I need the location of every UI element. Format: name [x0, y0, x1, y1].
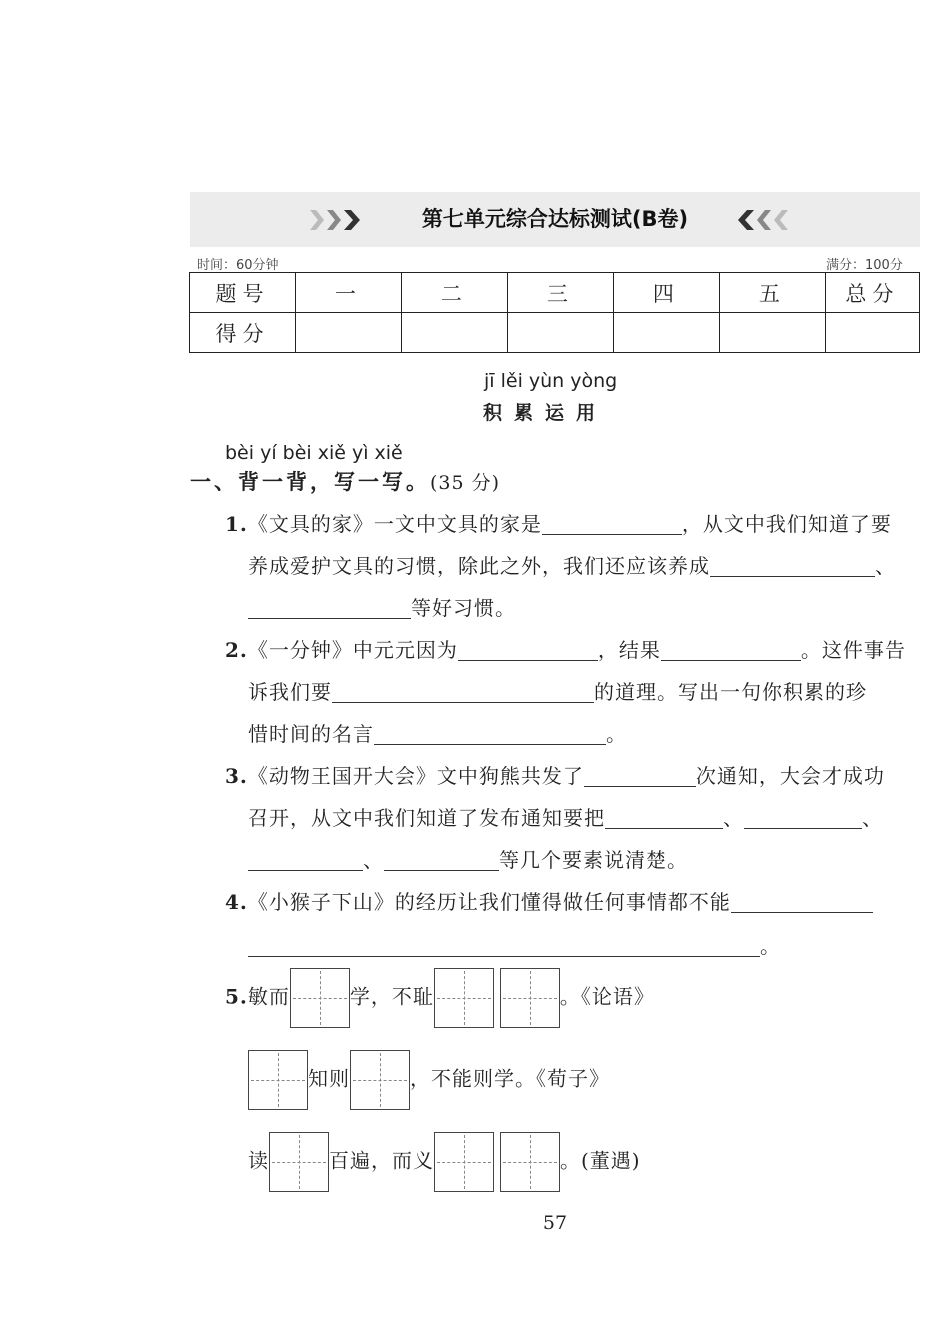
part-points: (35 分) — [430, 472, 501, 494]
question-4-line-1 — [225, 886, 873, 915]
question-text: 百遍，而义 — [329, 1148, 434, 1173]
score-input-cell[interactable] — [295, 313, 401, 353]
part-title — [190, 466, 500, 496]
question-number: 2. — [225, 638, 248, 662]
question-number: 3. — [225, 764, 248, 788]
answer-blank[interactable] — [605, 806, 723, 829]
table-cell: 得分 — [190, 313, 296, 353]
answer-blank[interactable] — [731, 890, 873, 913]
answer-blank[interactable] — [542, 512, 682, 535]
answer-blank[interactable] — [744, 806, 862, 829]
section-heading: 积累运用 — [483, 402, 608, 424]
table-row — [190, 313, 920, 353]
score-input-cell[interactable] — [825, 313, 919, 353]
table-cell: 题号 — [190, 273, 296, 313]
answer-blank[interactable] — [374, 722, 606, 745]
writing-grid-box[interactable] — [434, 968, 494, 1028]
full-score: 满分：100分 — [826, 258, 903, 273]
question-4-line-2 — [248, 930, 781, 959]
score-input-cell[interactable] — [719, 313, 825, 353]
writing-grid-box[interactable] — [500, 1132, 560, 1192]
question-text: 。(董遇) — [560, 1148, 641, 1173]
question-text: 。《论语》 — [559, 984, 655, 1009]
question-text: 养成爱护文具的习惯，除此之外，我们还应该养成 — [248, 554, 710, 578]
question-text: 诉我们要 — [248, 680, 332, 704]
score-input-cell[interactable] — [613, 313, 719, 353]
question-3-line-3 — [248, 844, 688, 873]
question-5-line-2 — [248, 1050, 610, 1110]
writing-grid-box[interactable] — [248, 1050, 308, 1110]
question-text: 的道理。写出一句你积累的珍 — [594, 680, 867, 704]
writing-grid-box[interactable] — [290, 968, 350, 1028]
question-2-line-1 — [225, 634, 906, 663]
question-1-line-3 — [248, 592, 516, 621]
question-text: 。 — [760, 934, 781, 958]
question-text: 、 — [723, 806, 744, 830]
table-row — [190, 273, 920, 313]
answer-blank[interactable] — [661, 638, 801, 661]
writing-grid-box[interactable] — [269, 1132, 329, 1192]
table-cell: 一 — [295, 273, 401, 313]
question-text: 《文具的家》一文中文具的家是 — [247, 512, 542, 536]
score-input-cell[interactable] — [401, 313, 507, 353]
question-text: 、 — [363, 848, 384, 872]
question-3-line-2 — [248, 802, 883, 831]
question-text: 、 — [875, 554, 896, 578]
question-number: 1. — [225, 512, 248, 536]
answer-blank[interactable] — [248, 934, 760, 957]
question-number: 5. — [225, 984, 248, 1009]
question-2-line-3 — [248, 718, 627, 747]
time-limit: 时间：60分钟 — [197, 258, 279, 273]
question-text: 惜时间的名言 — [248, 722, 374, 746]
answer-blank[interactable] — [584, 764, 696, 787]
question-text: 敏而 — [247, 984, 290, 1009]
question-3-line-1 — [225, 760, 885, 789]
question-text: 。这件事告 — [800, 638, 906, 662]
question-1-line-1 — [225, 508, 892, 537]
question-text: 知则 — [308, 1066, 350, 1091]
question-text: ，结果 — [597, 638, 661, 662]
writing-grid-box[interactable] — [350, 1050, 410, 1110]
question-1-line-2 — [248, 550, 896, 579]
question-text: 次通知，大会才成功 — [695, 764, 885, 788]
answer-blank[interactable] — [458, 638, 598, 661]
answer-blank[interactable] — [248, 848, 363, 871]
score-table — [189, 272, 920, 353]
question-text: 学，不耻 — [349, 984, 434, 1009]
writing-grid-box[interactable] — [500, 968, 560, 1028]
question-text: 读 — [248, 1148, 269, 1173]
question-text: 《动物王国开大会》文中狗熊共发了 — [247, 764, 584, 788]
page-number: 57 — [542, 1212, 568, 1234]
question-text: 等好习惯。 — [411, 596, 516, 620]
question-number: 4. — [225, 890, 248, 914]
answer-blank[interactable] — [384, 848, 499, 871]
table-cell: 二 — [401, 273, 507, 313]
score-input-cell[interactable] — [507, 313, 613, 353]
section-pinyin: jī lěi yùn yòng — [484, 370, 618, 392]
question-5-line-3 — [248, 1132, 641, 1192]
part-pinyin: bèi yí bèi xiě yì xiě — [225, 442, 403, 464]
answer-blank[interactable] — [248, 596, 411, 619]
question-text: ，不能则学。《荀子》 — [410, 1066, 610, 1091]
question-5-line-1 — [225, 968, 655, 1028]
chevron-left-icon — [738, 208, 798, 232]
part-title-text: 一、背一背，写一写。 — [190, 470, 430, 494]
answer-blank[interactable] — [710, 554, 875, 577]
answer-blank[interactable] — [332, 680, 594, 703]
question-text: 。 — [606, 722, 627, 746]
table-cell: 三 — [507, 273, 613, 313]
question-text: 召开，从文中我们知道了发布通知要把 — [248, 806, 605, 830]
page-title: 第七单元综合达标测试(B卷) — [421, 207, 689, 231]
question-text: 《一分钟》中元元因为 — [247, 638, 458, 662]
question-text: 、 — [862, 806, 883, 830]
question-text: 《小猴子下山》的经历让我们懂得做任何事情都不能 — [247, 890, 731, 914]
table-cell: 总分 — [825, 273, 919, 313]
question-text: ，从文中我们知道了要 — [681, 512, 892, 536]
writing-grid-box[interactable] — [434, 1132, 494, 1192]
table-cell: 五 — [719, 273, 825, 313]
question-2-line-2 — [248, 676, 867, 705]
table-cell: 四 — [613, 273, 719, 313]
question-text: 等几个要素说清楚。 — [499, 848, 688, 872]
